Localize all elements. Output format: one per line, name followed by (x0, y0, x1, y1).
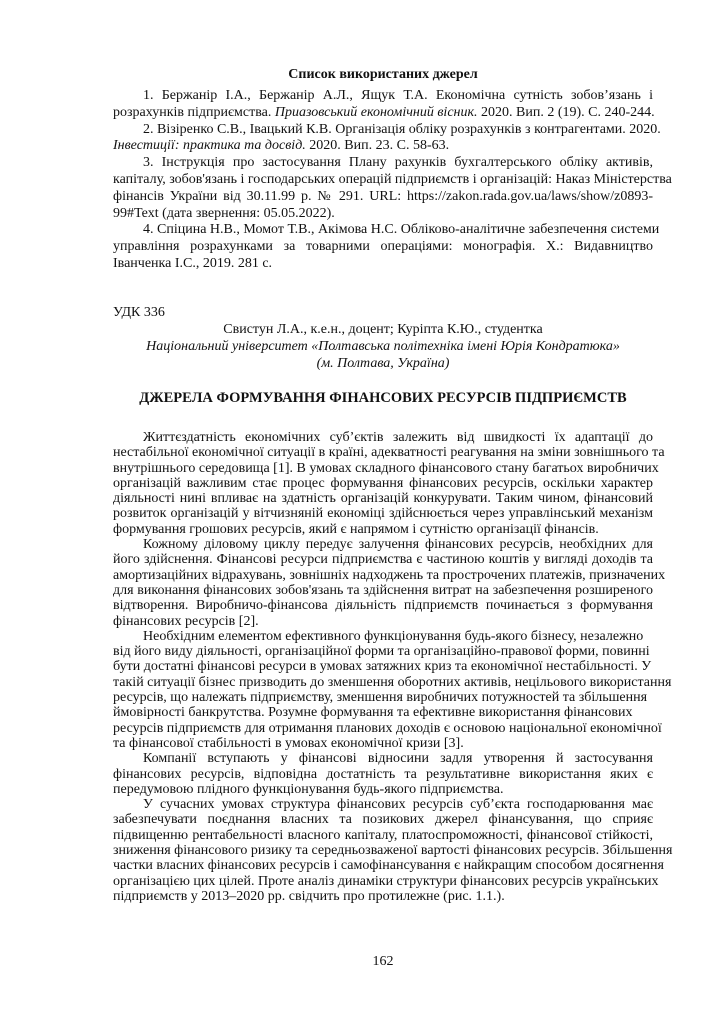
text-line (113, 889, 653, 904)
author-affiliation: Національний університет «Полтавська політехніка імені Юрія Кондратюка» (146, 339, 620, 354)
text-span: Приазовський економічний вісник. (274, 104, 478, 120)
text-span: управління розрахунками за товарними операціями: монографія. Х.: Видавництво (113, 239, 653, 255)
text-span: внутрішнього середовища [1]. В умовах складного фінансового стану багатьох виробничих (113, 460, 659, 476)
text-line (113, 858, 664, 874)
text-span: Необхідним елементом ефективного функціонування будь-якого бізнесу, незалежно (143, 628, 644, 644)
text-line (113, 583, 653, 598)
text-span: від його виду діяльності, організаційної форми та організаційно-правової форми, повинні (113, 644, 650, 660)
text-span: його здійснення. Фінансові ресурси підприємства є частиною коштів у вигляді доходів та (113, 552, 653, 568)
text-line (113, 256, 653, 273)
paragraph (113, 537, 666, 629)
text-span: фінансів України від 30.11.99 р. № 291. URL: https://zakon.rada.gov.ua/laws/show/z0893- (113, 188, 653, 204)
text-span: Іванченка І.С., 2019. 281 с. (113, 255, 273, 271)
text-line (113, 659, 653, 674)
article-body (113, 430, 673, 904)
text-span: підвищенню рентабельності власного капіталу, платоспроможності, фінансової стійкості, (113, 827, 653, 843)
text-span: та фінансової стабільності в умовах економічної кризи [3]. (113, 735, 464, 751)
text-span: підприємств у 2013–2020 рр. свідчить про протилежне (рис. 1.1.). (113, 888, 505, 904)
text-line (113, 674, 672, 690)
text-line (113, 598, 653, 613)
text-line (143, 121, 661, 139)
text-line (113, 767, 653, 782)
text-line (113, 239, 653, 256)
text-span: забезпечувати поєднання власних та позикових джерел фінансування, що сприяє (113, 812, 653, 828)
text-line (113, 445, 665, 461)
text-line (113, 782, 653, 797)
text-line (113, 506, 653, 521)
text-span: зниження фінансового ризику та середньозваженої вартості фінансових ресурсів. Збільшення (113, 843, 673, 859)
text-span: для виконання фінансових зобов'язань та здійснення витрат на забезпечення розширеного (113, 582, 653, 598)
text-line (113, 873, 659, 889)
text-span: фінансових ресурсів [2]. (113, 613, 259, 629)
reference-item (113, 121, 661, 156)
text-span: розрахунків підприємства. (113, 104, 275, 120)
text-span: бути достатні фінансові ресурси в умовах затяжних криз та економічної нестабільності. У (113, 659, 652, 675)
text-line (113, 138, 653, 155)
text-line (113, 644, 653, 659)
text-span: ресурсів підприємств для отримання планових доходів є основою національної економічної (113, 720, 662, 736)
text-span: У сучасних умовах структура фінансових ресурсів суб’єкта господарювання має (143, 797, 653, 813)
text-span: Життєздатність економічних суб’єктів залежить від швидкості їх адаптації до (143, 430, 653, 445)
text-line (113, 690, 653, 705)
text-line (113, 189, 653, 206)
text-line (143, 629, 653, 644)
references-list (113, 88, 672, 273)
paragraph (113, 751, 653, 797)
paragraph (113, 797, 673, 904)
text-line (113, 171, 672, 189)
paragraph (113, 430, 665, 537)
text-line (113, 705, 653, 720)
text-span: відтворення. Виробничо-фінансова діяльність підприємств починається з формування (113, 598, 653, 614)
article-heading: ДЖЕРЕЛА ФОРМУВАННЯ ФІНАНСОВИХ РЕСУРСІВ ПІДПРИЄМСТВ (139, 390, 627, 406)
reference-item (113, 155, 672, 222)
reference-item (113, 88, 653, 122)
text-line (113, 828, 653, 843)
text-span: такій ситуації бізнес призводить до зменшення оборотних активів, нецільового використання (113, 674, 672, 690)
page-number: 162 (372, 954, 394, 969)
text-span: організацією цих цілей. Проте аналіз динаміки структури фінансових ресурсів українських (113, 873, 659, 889)
text-line (113, 812, 653, 827)
text-line (143, 155, 653, 172)
text-line (143, 537, 653, 552)
text-line (113, 476, 653, 491)
text-line (113, 206, 653, 223)
text-span: частки власних фінансових ресурсів і самофінансування є найкращим способом досягнення (113, 858, 664, 874)
text-span: 2020. Вип. 2 (19). С. 240-244. (477, 104, 655, 120)
text-span: передумовою плідного функціонування будь-якого підприємства. (113, 781, 504, 797)
text-line (143, 88, 653, 105)
text-span: Кожному діловому циклу передує залучення фінансових ресурсів, необхідних для (143, 537, 653, 553)
text-span: Компанії вступають у фінансові відносини задля утворення й застосування (143, 751, 653, 767)
text-span: 3. Інструкція про застосування Плану рахунків бухгалтерського обліку активів, (143, 155, 653, 171)
text-line (143, 797, 653, 812)
text-span: капіталу, зобов'язань і господарських операцій підприємств і організацій: Наказ Міністерства (113, 171, 672, 187)
text-span: 99#Text (дата звернення: 05.05.2022). (113, 205, 335, 221)
text-span: амортизаційних відрахувань, зовнішніх надходжень та прострочених платежів, призначених (113, 567, 666, 583)
text-line (113, 491, 653, 506)
text-line (113, 720, 662, 736)
text-line (143, 222, 660, 239)
text-line (113, 105, 653, 122)
text-span: діяльності нині впливає на здатність організацій конкурувати. Таким чином, фінансовий (113, 491, 653, 507)
affiliation-city: (м. Полтава, Україна) (316, 356, 450, 371)
text-span: 2020. Вип. 23. С. 58-63. (305, 138, 450, 154)
text-line (143, 751, 653, 766)
text-line (113, 567, 666, 583)
text-span: організацій важливим стає процес формування фінансових ресурсів, оскільки характер (113, 475, 653, 491)
text-span: формування грошових ресурсів, який є напрямом і сутністю організації фінансів. (113, 521, 599, 537)
text-line (113, 552, 653, 567)
text-span: фінансових ресурсів, відповідна достатність та результативне використання яких є (113, 766, 653, 782)
text-span: 2. Візіренко С.В., Івацький К.В. Організація обліку розрахунків з контрагентами. 2020. (143, 121, 661, 137)
text-line (113, 522, 653, 537)
text-line (113, 736, 653, 751)
paragraph (113, 628, 672, 751)
text-span: розвиток організацій у вітчизняній економіці здійснюється через управлінський механізм (113, 506, 653, 522)
text-span: 4. Спіцина Н.В., Момот Т.В., Акімова Н.С. Обліково-аналітичне забезпечення системи (143, 222, 660, 238)
text-line (143, 430, 653, 445)
text-span: нестабільної економічної ситуації в країні, адекватності реагування на зміни зовнішнього та (113, 445, 665, 461)
text-span: ресурсів, що належать підприємству, зменшення виробничих потужностей та збільшення (113, 690, 648, 706)
udc-code: УДК 336 (113, 305, 165, 320)
references-title: Список використаних джерел (288, 67, 478, 82)
text-span: Інвестиції: практика та досвід. (113, 138, 306, 154)
text-span: 1. Бержанір І.А., Бержанір А.Л., Ящук Т.А. Економічна сутність зобов’язань і (143, 88, 653, 103)
text-line (113, 843, 673, 859)
reference-item (113, 222, 660, 272)
text-line (113, 460, 659, 476)
article-authors: Свистун Л.А., к.е.н., доцент; Куріпта К.Ю., студентка (223, 322, 543, 337)
text-line (113, 614, 653, 629)
text-span: ймовірності банкрутства. Розумне формування та ефективне використання фінансових (113, 705, 633, 721)
